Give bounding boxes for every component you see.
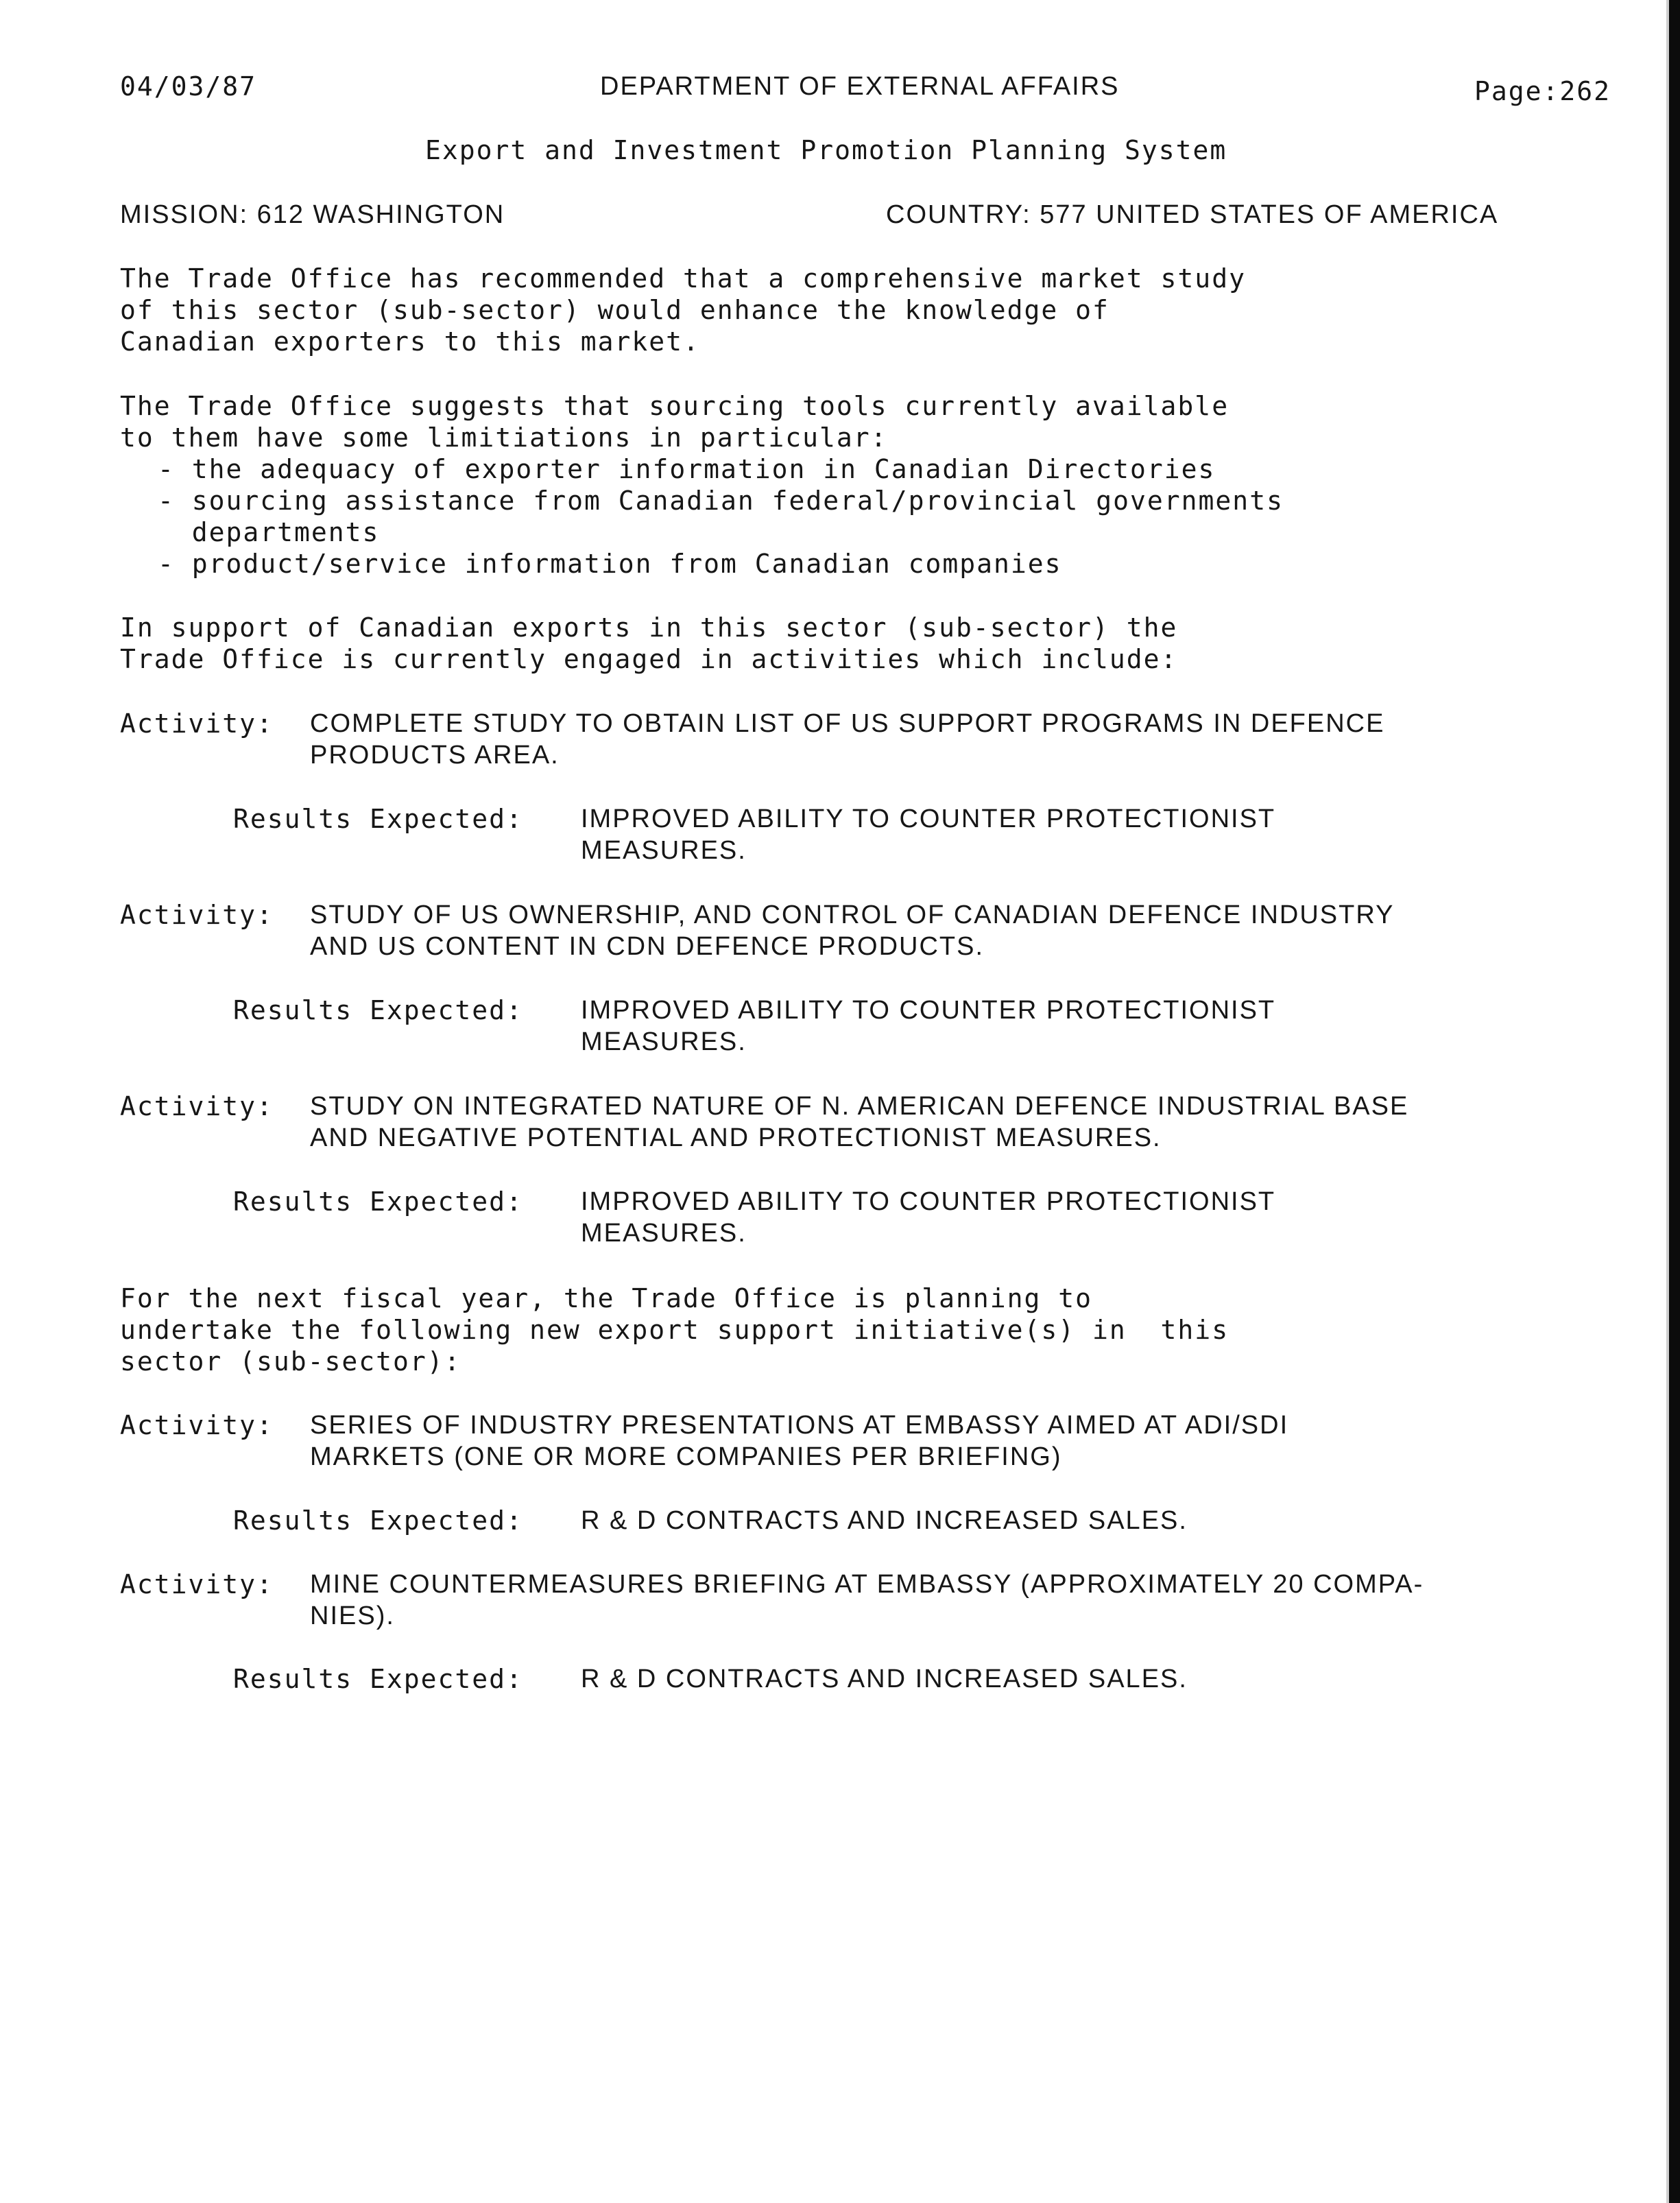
page-label: Page: <box>1474 76 1560 106</box>
bullet-item-3: - product/service information from Canadian companies <box>158 549 1062 579</box>
next-year-line2: undertake the following new export support initiative(s) in this <box>120 1315 1229 1345</box>
results-1-line1: IMPROVED ABILITY TO COUNTER PROTECTIONIST <box>581 805 1276 833</box>
intro-para1-line3: Canadian exporters to this market. <box>120 326 700 357</box>
intro-para3-line1: In support of Canadian exports in this sector (sub-sector) the <box>120 612 1178 643</box>
activity-label: Activity: <box>120 1569 274 1599</box>
intro-para1-line1: The Trade Office has recommended that a comprehensive market study <box>120 263 1246 294</box>
activity-label: Activity: <box>120 900 274 930</box>
activity-2-line2: AND US CONTENT IN CDN DEFENCE PRODUCTS. <box>310 932 985 961</box>
next-year-line1: For the next fiscal year, the Trade Office is planning to <box>120 1283 1093 1313</box>
activity-3-line1: STUDY ON INTEGRATED NATURE OF N. AMERICAN DEFENCE INDUSTRIAL BASE <box>310 1092 1409 1121</box>
results-label: Results Expected: <box>233 1187 523 1217</box>
department-title: DEPARTMENT OF EXTERNAL AFFAIRS <box>600 72 1120 101</box>
activity-label: Activity: <box>120 1410 274 1440</box>
mission-line: MISSION: 612 WASHINGTON <box>120 200 505 229</box>
results-3-line2: MEASURES. <box>581 1219 747 1248</box>
activity-label: Activity: <box>120 708 274 739</box>
activity-label: Activity: <box>120 1091 274 1121</box>
bullet-item-2-cont: departments <box>158 517 380 547</box>
new-activity-1-line1: SERIES OF INDUSTRY PRESENTATIONS AT EMBASSY AIMED AT ADI/SDI <box>310 1411 1289 1440</box>
new-activity-2-line2: NIES). <box>310 1601 395 1630</box>
results-label: Results Expected: <box>233 804 523 834</box>
new-activity-1-line2: MARKETS (ONE OR MORE COMPANIES PER BRIEFING) <box>310 1442 1062 1471</box>
activity-1-line1: COMPLETE STUDY TO OBTAIN LIST OF US SUPPORT PROGRAMS IN DEFENCE <box>310 709 1385 738</box>
new-results-1: R & D CONTRACTS AND INCREASED SALES. <box>581 1506 1188 1535</box>
results-1-line2: MEASURES. <box>581 836 747 865</box>
new-results-2: R & D CONTRACTS AND INCREASED SALES. <box>581 1665 1188 1693</box>
intro-para2-line1: The Trade Office suggests that sourcing tools currently available <box>120 391 1229 421</box>
page-number-block <box>1474 75 1611 107</box>
intro-para1-line2: of this sector (sub-sector) would enhance the knowledge of <box>120 295 1109 325</box>
country-line: COUNTRY: 577 UNITED STATES OF AMERICA <box>886 200 1499 229</box>
next-year-line3: sector (sub-sector): <box>120 1346 461 1377</box>
intro-para3-line2: Trade Office is currently engaged in activities which include: <box>120 644 1178 674</box>
bullet-item-2: - sourcing assistance from Canadian federal/provincial governments <box>158 486 1284 516</box>
page-number: 262 <box>1559 76 1611 106</box>
results-label: Results Expected: <box>233 1664 523 1694</box>
new-activity-2-line1: MINE COUNTERMEASURES BRIEFING AT EMBASSY (APPROXIMATELY 20 COMPA- <box>310 1570 1424 1599</box>
activity-1-line2: PRODUCTS AREA. <box>310 741 560 770</box>
results-2-line1: IMPROVED ABILITY TO COUNTER PROTECTIONIST <box>581 996 1276 1025</box>
results-2-line2: MEASURES. <box>581 1027 747 1056</box>
report-date: 04/03/87 <box>120 71 257 102</box>
results-label: Results Expected: <box>233 1505 523 1536</box>
activity-3-line2: AND NEGATIVE POTENTIAL AND PROTECTIONIST MEASURES. <box>310 1123 1162 1152</box>
results-3-line1: IMPROVED ABILITY TO COUNTER PROTECTIONIST <box>581 1187 1276 1216</box>
results-label: Results Expected: <box>233 995 523 1025</box>
system-title: Export and Investment Promotion Planning System <box>425 135 1227 165</box>
intro-para2-line2: to them have some limitiations in particular: <box>120 422 888 453</box>
bullet-item-1: - the adequacy of exporter information in Canadian Directories <box>158 454 1216 484</box>
scan-edge-bar <box>1669 0 1680 2203</box>
activity-2-line1: STUDY OF US OWNERSHIP, AND CONTROL OF CANADIAN DEFENCE INDUSTRY <box>310 901 1395 929</box>
